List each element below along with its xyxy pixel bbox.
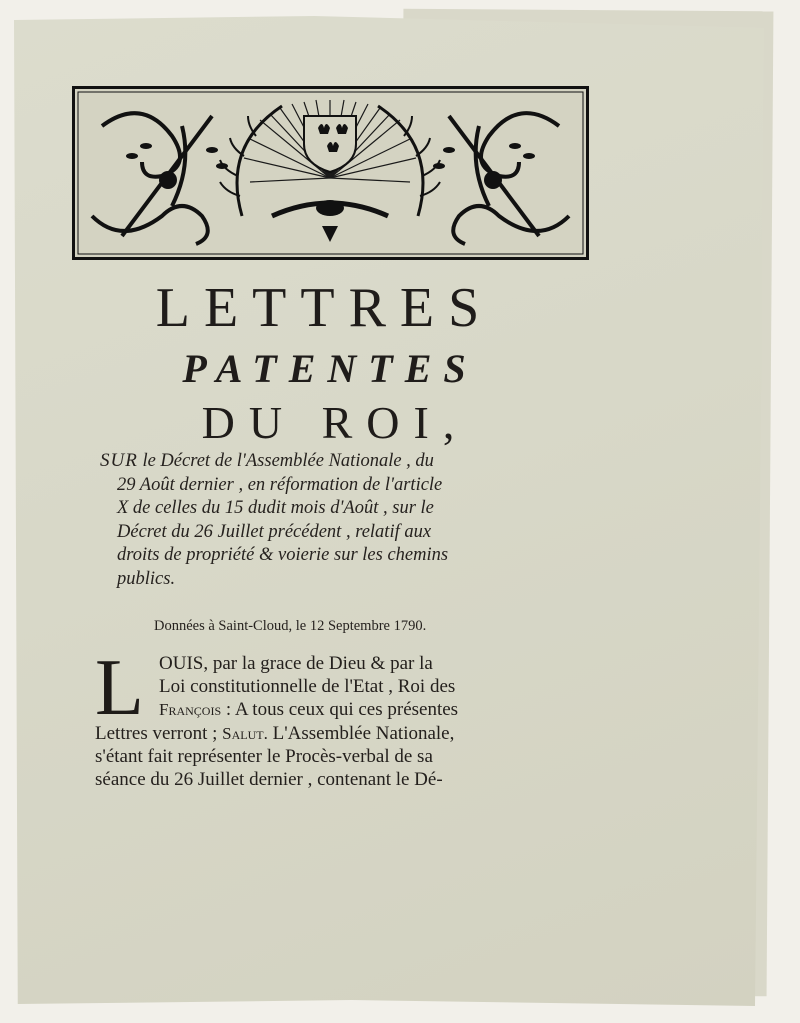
subject-line-1 bbox=[100, 449, 550, 474]
body-salut: Salut. bbox=[222, 723, 268, 743]
subject-line-6: publics. bbox=[117, 568, 176, 589]
body-line-3 bbox=[95, 698, 550, 721]
subject-lead: SUR bbox=[100, 450, 138, 471]
drop-cap: L bbox=[95, 644, 144, 732]
title-patentes: PATENTES bbox=[182, 346, 478, 391]
subject-line-text: le Décret de l'Assemblée Nationale , du bbox=[137, 451, 434, 471]
dated-line: Données à Saint-Cloud, le 12 Septembre 1790. bbox=[154, 618, 427, 634]
subject-line-5: droits de propriété & voierie sur les chemins bbox=[117, 545, 449, 565]
body-line-2: Loi constitutionnelle de l'Etat , Roi des bbox=[159, 676, 456, 698]
body-line-4-a: Lettres verront ; bbox=[95, 722, 223, 744]
subject-paragraph bbox=[100, 449, 550, 591]
fleur-de-lis-ornament-icon bbox=[72, 86, 589, 260]
body-paragraph bbox=[95, 644, 550, 791]
body-line-3-text: : A tous ceux qui ces présentes bbox=[221, 699, 459, 721]
body-line-4 bbox=[95, 722, 550, 745]
title-lettres: LETTRES bbox=[155, 277, 494, 339]
subject-line-3: X de celles du 15 dudit mois d'Août , sur le bbox=[117, 498, 434, 518]
body-line-6: séance du 26 Juillet dernier , contenant le Dé- bbox=[95, 769, 443, 791]
body-line-4-c: L'Assemblée Nationale, bbox=[267, 722, 455, 744]
body-francois: François bbox=[159, 700, 222, 720]
title-du-roi: DU ROI, bbox=[201, 397, 469, 448]
body-line-1: OUIS, par la grace de Dieu & par la bbox=[159, 653, 433, 674]
body-line-5: s'étant fait représenter le Procès-verbal de sa bbox=[95, 745, 433, 767]
subject-line-4: Décret du 26 Juillet précédent , relatif aux bbox=[117, 521, 432, 542]
subject-line-2: 29 Août dernier , en réformation de l'article bbox=[117, 474, 443, 495]
